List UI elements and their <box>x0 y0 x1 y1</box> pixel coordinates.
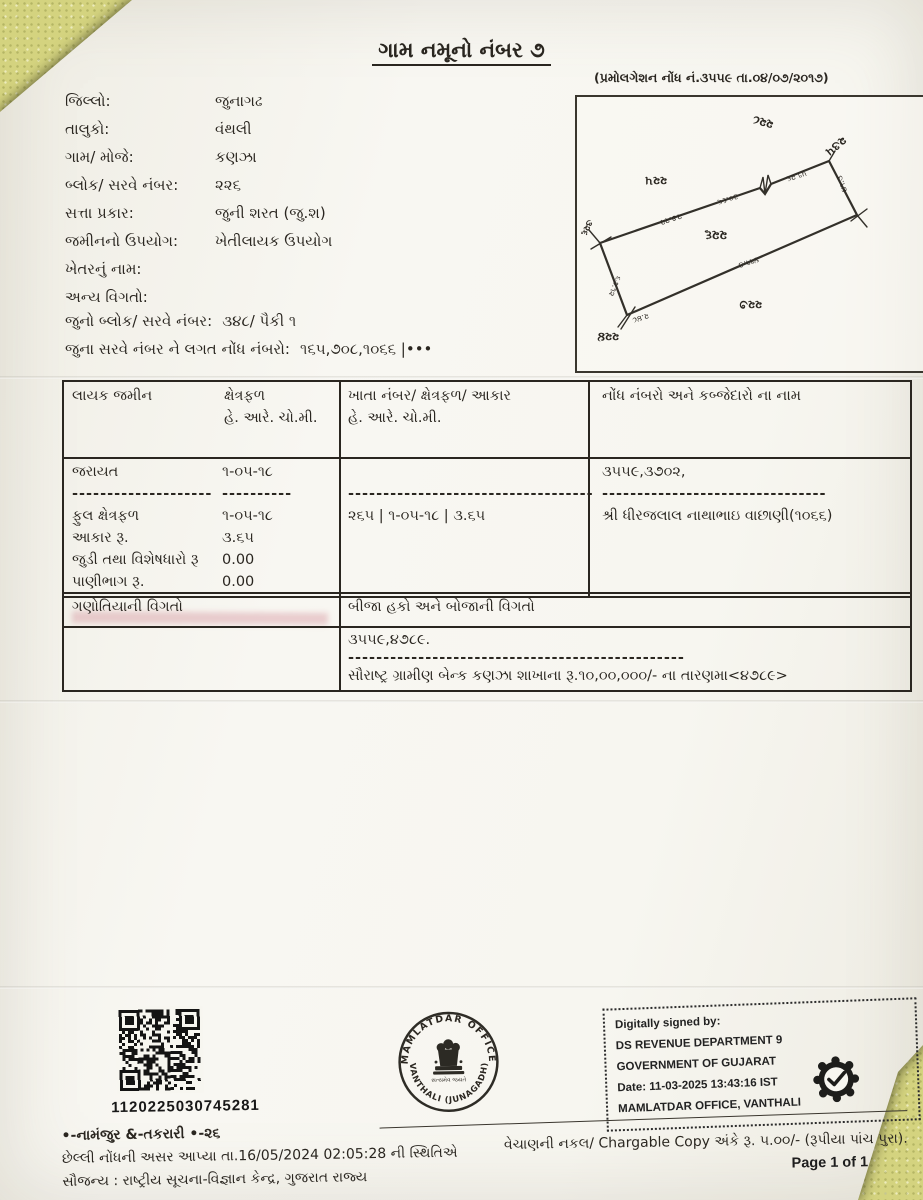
chargeable-copy-note: વેચાણની નકલ/ Chargable Copy અંકે રૂ. ૫.૦૦/- (રૂપીયા પાંચ પુરા). <box>503 1130 908 1154</box>
edge-dimension: ૨૭.૨૨ <box>659 211 683 228</box>
neighbor-parcel-label: ૨૩૫ <box>822 133 850 160</box>
row-value: 0.00 <box>222 574 255 590</box>
field-label: જુનો બ્લોક/ સરવે નંબર: <box>65 312 213 330</box>
neighbor-parcel-label: ૨૨૭ <box>739 298 762 312</box>
footer-courtesy-line: સૌજન્ય : રાષ્ટ્રીય સૂચના-વિજ્ઞાન કેન્દ્ર, ગુજરાત રાજ્ય <box>62 1169 368 1190</box>
bank-lien-note: સૌરાષ્ટ્ર ગ્રામીણ બેન્ક કણઝા શાખાના રૂ.૧૦,૦૦,૦૦૦/- ના તારણમા<૪૭૮૯> <box>348 668 788 684</box>
edge-dimension: ૬૭.૧૨ <box>606 274 623 298</box>
edge-dimension: ૨.૪૮ <box>631 311 650 326</box>
form-title: ગામ નમૂનો નંબર ૭ <box>372 38 551 66</box>
signature-line: MAMLATDAR OFFICE, VANTHALI <box>617 1096 802 1116</box>
field-value: ખેતીલાયક ઉપયોગ <box>215 232 333 250</box>
field-value: ૧૬૫,૭૦૮,૧૦૬૬ |••• <box>300 340 433 358</box>
seal-top-text: MAMLATDAR OFFICE <box>399 1013 498 1065</box>
seal-motto: સત્યમેવ જયતે <box>431 1077 467 1084</box>
field-label: ખેતરનું નામ: <box>65 260 142 278</box>
row-value: ૧-૦૫-૧૮ <box>222 464 273 480</box>
row-value: 0.00 <box>222 552 255 568</box>
parcel-number-label: ૨૨૬ <box>704 227 727 242</box>
row-value: ૧-૦૫-૧૮ <box>222 508 273 524</box>
field-label: જુના સરવે નંબર ને લગત નોંધ નંબરો: <box>65 340 290 358</box>
qr-code-number: 1120225030745281 <box>111 1096 260 1117</box>
qr-code <box>116 1006 204 1094</box>
edge-dimension: ૪૧૧.૩ <box>737 255 760 271</box>
dash-separator: ----------------------------------- <box>348 486 594 502</box>
rights-entry-numbers: ૩૫૫૯,૪૭૮૯. <box>348 632 431 648</box>
col-header-other-rights: બીજા હકો અને બોજાની વિગતો <box>348 599 535 615</box>
neighbor-parcel-label: ૨૨૫ <box>645 174 667 188</box>
row-label: પાણીભાગ રૂ. <box>72 574 145 590</box>
field-value: ૩૪૮/ પૈકી ૧ <box>222 312 297 330</box>
neighbor-parcel-label: ૨૨૮ <box>751 112 775 132</box>
row-label: આકાર રૂ. <box>72 530 129 546</box>
field-value: જુનાગઢ <box>215 92 263 110</box>
col-subheader-units: હે. આરે. ચો.મી. <box>348 410 442 426</box>
field-label: ગામ/ મોજે: <box>65 148 134 166</box>
field-value: જુની શરત (જુ.શ) <box>215 204 326 222</box>
row-label: જરાયત <box>72 464 119 480</box>
col-header-entry-numbers-occupants: નોંધ નંબરો અને કબ્જેદારો ના નામ <box>602 388 802 404</box>
signature-line: Digitally signed by: <box>614 1015 721 1032</box>
verified-check-icon <box>810 1053 862 1105</box>
col-header-area: ક્ષેત્રફળ <box>224 388 266 404</box>
ashoka-emblem-icon <box>433 1039 465 1075</box>
signature-line: GOVERNMENT OF GUJARAT <box>616 1055 777 1074</box>
dash-separator: ---------- <box>222 486 293 502</box>
seal-bottom-text: VANTHALI (JUNAGADH) <box>407 1061 490 1105</box>
edge-dimension: ૫૧.૨૬ <box>785 168 808 184</box>
col-header-eligible-land: લાયક જમીન <box>72 388 153 404</box>
occupant-name: શ્રી ધીરજલાલ નાથાભાઇ વાછાણી(૧૦૬૬) <box>602 508 833 524</box>
footer-legend: •-નામંજુર &-તકરારી •-૨૬ <box>61 1125 221 1144</box>
field-value: ૨૨૬ <box>215 176 242 194</box>
row-label: જુડી તથા વિશેષધારો રૂ <box>72 552 199 568</box>
field-label: સત્તા પ્રકાર: <box>65 204 134 222</box>
neighbor-parcel-label: ૩૨૬ <box>578 217 595 237</box>
row-value: ૩.૬૫ <box>222 530 254 546</box>
field-label: જિલ્લો: <box>65 92 111 110</box>
field-label: તાલુકો: <box>65 120 110 138</box>
col-header-tenant-details: ગણોતિયાની વિગતો <box>72 599 183 615</box>
field-label: જમીનનો ઉપયોગ: <box>65 232 179 250</box>
col-header-account-area-assessment: ખાતા નંબર/ ક્ષેત્રફળ/ આકાર <box>348 388 512 404</box>
field-label: અન્ય વિગતો: <box>65 288 148 306</box>
neighbor-parcel-label: ૨૨૪ <box>597 330 619 344</box>
account-area-entry: ૨૬૫ | ૧-૦૫-૧૮ | ૩.૬૫ <box>348 508 486 524</box>
entry-numbers: ૩૫૫૯,૩૭૦૨, <box>602 464 686 480</box>
col-subheader-area-units: હે. આરે. ચો.મી. <box>224 410 318 426</box>
field-label: બ્લોક/ સરવે નંબર: <box>65 176 179 194</box>
signature-line: Date: 11-03-2025 13:43:16 IST <box>617 1076 778 1095</box>
row-label: ફુલ ક્ષેત્રફળ <box>72 508 140 524</box>
promulgation-note: (પ્રમોલગેશન નોંધ નં.૩૫૫૯ તા.૦૪/૦૭/૨૦૧૭) <box>594 70 829 85</box>
dash-separator: -------------------------------- <box>602 486 827 502</box>
page-indicator: Page 1 of 1 <box>791 1154 869 1172</box>
field-value: વંથલી <box>215 120 252 138</box>
footer-status-line: છેલ્લી નોંધની અસર આપ્યા તા.16/05/2024 02:05:28 ની સ્થિતિએ <box>61 1144 458 1167</box>
dash-separator: -------------------- <box>72 486 213 502</box>
edge-dimension: ૩૦.૯૬ <box>716 191 740 208</box>
field-value: કણઝા <box>215 148 257 166</box>
official-seal <box>396 1009 502 1115</box>
edge-dimension: ૪૧.૩ <box>834 174 850 194</box>
signature-line: DS REVENUE DEPARTMENT 9 <box>615 1034 783 1053</box>
dash-separator: ------------------------------------------------ <box>348 650 685 666</box>
